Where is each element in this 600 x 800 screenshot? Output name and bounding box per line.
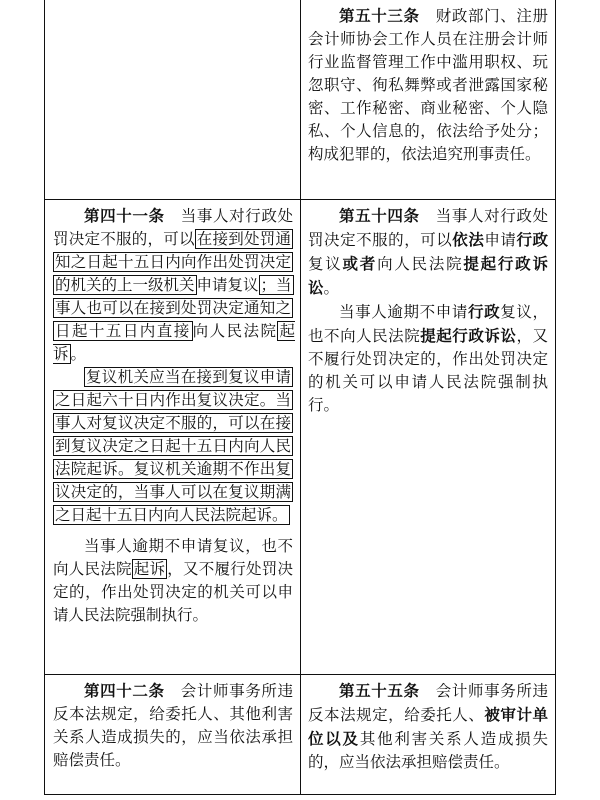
boxed-text-2: ；当事人也可以在接到处罚决定通知之日起十五日内直接	[55, 276, 292, 340]
boxed-text-4: 起诉	[133, 560, 166, 578]
article-41-text-a: 当事人对行政处罚决定不服的，可以	[53, 207, 293, 248]
article-55-text-a: 会计师事务所违反本法规定，给委托人、	[308, 682, 548, 724]
article-54-text-e: 。	[323, 279, 340, 297]
article-55-cell	[308, 679, 548, 774]
article-55-text-b: 其他利害关系人造成损失的，应当依法承担赔偿责任。	[308, 730, 548, 771]
article-41-text-b: 申请复议	[196, 276, 259, 294]
added-text-5: 行政	[467, 302, 501, 321]
boxed-text-3: 起诉	[53, 322, 295, 363]
added-text-2: 行政	[516, 230, 548, 249]
article-42-text: 会计师事务所违反本法规定，给委托人、其他利害关系人造成损失的，应当依法承担赔偿责任。	[53, 682, 293, 769]
article-54-text-f: 当事人逾期不申请	[339, 303, 468, 321]
row-divider-1	[45, 199, 555, 200]
added-text-6: 提起行政诉讼	[420, 326, 517, 345]
added-text-1: 依法	[452, 230, 485, 249]
article-54-text-d: 向人民法院	[377, 255, 464, 273]
article-54-text-g: 复议，也不向人民法院	[308, 303, 548, 345]
article-42-label: 第四十二条	[84, 681, 165, 700]
article-55-label: 第五十五条	[339, 681, 420, 700]
row-divider-2	[45, 674, 555, 675]
article-53-label: 第五十三条	[339, 6, 420, 25]
article-53-text: 财政部门、注册会计师协会工作人员在注册会计师行业监督管理工作中滥用职权、玩忽职守、徇私舞弊或者泄露国家秘密、工作秘密、商业秘密、个人隐私、个人信息的，依法给予处分；构成犯罪的，依法追究刑事责任。	[308, 7, 548, 163]
article-53-cell	[308, 4, 548, 166]
boxed-text-1: 在接到处罚通知之日起十五日内向作出处罚决定的机关的上一级机关	[55, 230, 291, 294]
article-41-label: 第四十一条	[84, 206, 165, 225]
comparison-table	[44, 0, 556, 795]
added-text-3: 或者	[342, 254, 378, 273]
article-41-text-c: 向人民法院	[192, 322, 278, 340]
article-54-text-b: 申请	[484, 231, 517, 249]
article-54-text-h: ，又不履行处罚决定的，作出处罚决定的机关可以申请人民法院强制执行。	[308, 327, 548, 414]
article-54-text-a: 当事人对行政处罚决定不服的，可以	[308, 207, 548, 249]
article-41-text-d: 。	[70, 345, 87, 363]
article-54-cell	[308, 204, 548, 417]
article-54-text-c: 复议	[308, 255, 343, 273]
added-text-4: 提起行政诉讼	[308, 254, 548, 297]
article-41-cell	[53, 204, 293, 627]
article-42-cell	[53, 679, 293, 772]
boxed-paragraph: 复议机关应当在接到复议申请之日起六十日内作出复议决定。当事人对复议决定不服的，可以在接到复议决定之日起十五日内向人民法院起诉。复议机关逾期不作出复议决定的，当事人可以在复议期满之日起十五日内向人民法院起诉。	[55, 368, 291, 524]
added-text-7: 被审计单位以及	[308, 705, 548, 748]
article-54-label: 第五十四条	[339, 206, 420, 225]
article-41-text-e: 当事人逾期不申请复议，也不向人民法院	[53, 537, 293, 578]
article-41-text-f: ，又不履行处罚决定的，作出处罚决定的机关可以申请人民法院强制执行。	[53, 560, 293, 624]
